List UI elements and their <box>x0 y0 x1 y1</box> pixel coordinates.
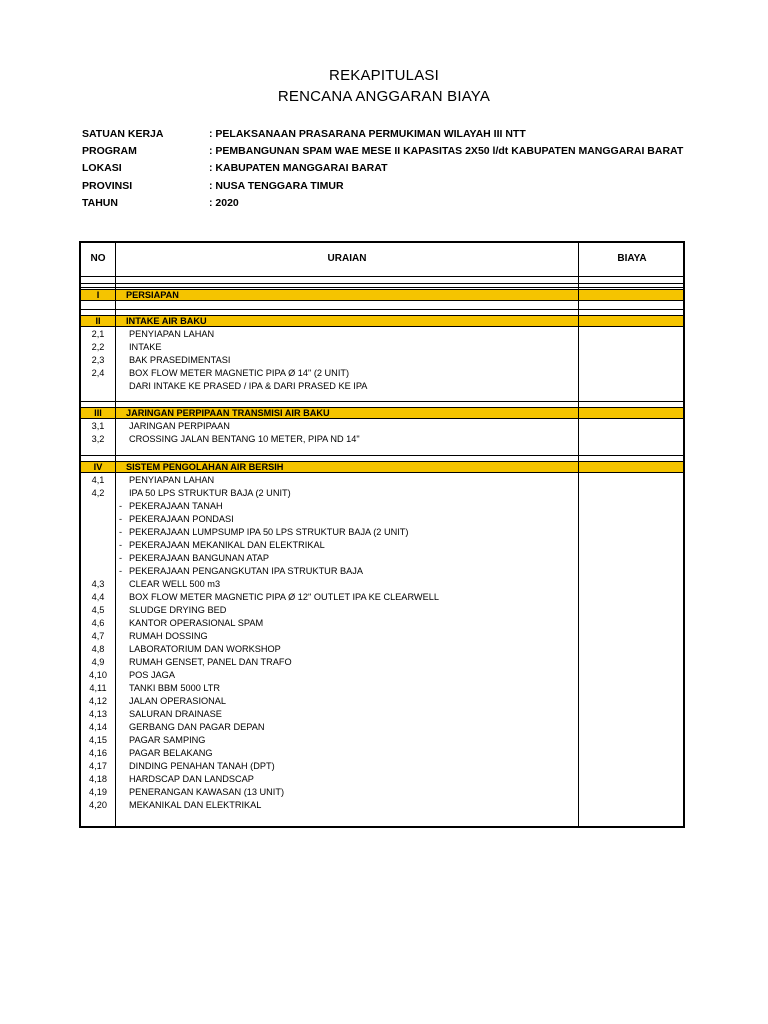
section-label: JARINGAN PERPIPAAN TRANSMISI AIR BAKU <box>126 408 330 418</box>
table-row <box>81 526 683 539</box>
table-row <box>81 420 683 433</box>
section-header <box>81 289 683 301</box>
header-biaya: BIAYA <box>617 253 647 264</box>
info-label: PROVINSI <box>82 179 133 192</box>
row-bullet: - <box>119 501 123 511</box>
table-row <box>81 328 683 341</box>
row-label: DINDING PENAHAN TANAH (DPT) <box>129 761 275 771</box>
table-row <box>81 578 683 591</box>
table-header <box>81 243 683 277</box>
section-number: I <box>96 290 100 300</box>
row-label: PEKERAJAAN TANAH <box>129 501 223 511</box>
row-label: RUMAH GENSET, PANEL DAN TRAFO <box>129 657 292 667</box>
row-label: RUMAH DOSSING <box>129 631 208 641</box>
info-row-lokasi <box>82 160 683 177</box>
header-uraian: URAIAN <box>327 253 367 264</box>
table-row <box>81 565 683 578</box>
table-row <box>81 380 683 393</box>
row-label: GERBANG DAN PAGAR DEPAN <box>129 722 265 732</box>
column-divider <box>115 289 116 301</box>
row-label: SLUDGE DRYING BED <box>129 605 227 615</box>
row-number: 2,4 <box>91 368 105 378</box>
row-number: 4,5 <box>91 605 105 615</box>
row-label: LABORATORIUM DAN WORKSHOP <box>129 644 281 654</box>
row-label: PENYIAPAN LAHAN <box>129 475 215 485</box>
table-row <box>81 474 683 487</box>
table-row <box>81 591 683 604</box>
table-row <box>81 682 683 695</box>
row-bullet: - <box>119 514 123 524</box>
row-number: 4,15 <box>89 735 107 745</box>
table-row <box>81 786 683 799</box>
row-label: BOX FLOW METER MAGNETIC PIPA Ø 12" OUTLET IPA KE CLEARWELL <box>129 592 439 602</box>
table-row <box>81 669 683 682</box>
table-row <box>81 656 683 669</box>
section-number: III <box>94 408 102 418</box>
row-number: 2,2 <box>91 342 105 352</box>
row-label: IPA 50 LPS STRUKTUR BAJA (2 UNIT) <box>129 488 291 498</box>
section-rows <box>81 420 683 446</box>
row-label: DARI INTAKE KE PRASED / IPA & DARI PRASED KE IPA <box>129 381 368 391</box>
column-divider <box>578 289 579 301</box>
row-number: 4,1 <box>91 475 105 485</box>
row-number: 4,8 <box>91 644 105 654</box>
row-number: 3,2 <box>91 434 105 444</box>
document-title: REKAPITULASI <box>329 67 439 84</box>
project-info <box>82 125 683 212</box>
column-divider <box>115 407 116 419</box>
row-number: 4,4 <box>91 592 105 602</box>
section-label: PERSIAPAN <box>126 290 179 300</box>
info-label: TAHUN <box>82 197 118 210</box>
row-label: JALAN OPERASIONAL <box>129 696 227 706</box>
budget-table <box>79 241 685 828</box>
row-label: BOX FLOW METER MAGNETIC PIPA Ø 14" (2 UNIT) <box>129 368 350 378</box>
row-label: KANTOR OPERASIONAL SPAM <box>129 618 264 628</box>
row-number: 3,1 <box>91 421 105 431</box>
table-row <box>81 539 683 552</box>
section-header <box>81 461 683 473</box>
table-row <box>81 513 683 526</box>
row-label: PAGAR SAMPING <box>129 735 206 745</box>
info-label: SATUAN KERJA <box>82 127 164 140</box>
info-row-tahun <box>82 195 683 212</box>
row-label: TANKI BBM 5000 LTR <box>129 683 221 693</box>
row-number: 4,18 <box>89 774 107 784</box>
info-label: LOKASI <box>82 162 122 175</box>
row-number: 4,3 <box>91 579 105 589</box>
table-row <box>81 341 683 354</box>
row-number: 4,16 <box>89 748 107 758</box>
row-label: CROSSING JALAN BENTANG 10 METER, PIPA ND 14" <box>129 434 360 444</box>
row-number: 2,1 <box>91 329 105 339</box>
column-divider <box>578 461 579 473</box>
row-label: BAK PRASEDIMENTASI <box>129 355 231 365</box>
column-divider <box>578 315 579 327</box>
table-row <box>81 747 683 760</box>
section-rows <box>81 328 683 393</box>
row-label: CLEAR WELL 500 m3 <box>129 579 221 589</box>
info-row-provinsi <box>82 177 683 194</box>
row-label: POS JAGA <box>129 670 175 680</box>
document-subtitle: RENCANA ANGGARAN BIAYA <box>277 88 491 105</box>
table-row <box>81 552 683 565</box>
row-number: 4,12 <box>89 696 107 706</box>
row-label: PEKERAJAAN MEKANIKAL DAN ELEKTRIKAL <box>129 540 325 550</box>
info-label: PROGRAM <box>82 145 137 158</box>
row-number: 4,19 <box>89 787 107 797</box>
table-row <box>81 760 683 773</box>
row-bullet: - <box>119 566 123 576</box>
table-row <box>81 487 683 500</box>
info-value: : 2020 <box>209 197 239 210</box>
info-row-program <box>82 142 683 159</box>
info-row-satuan-kerja <box>82 125 683 142</box>
row-label: PEKERAJAAN PENGANGKUTAN IPA STRUKTUR BAJA <box>129 566 363 576</box>
table-row <box>81 721 683 734</box>
row-number: 4,14 <box>89 722 107 732</box>
info-value: : PELAKSANAAN PRASARANA PERMUKIMAN WILAYAH III NTT <box>209 127 526 140</box>
table-row <box>81 433 683 446</box>
table-row <box>81 773 683 786</box>
row-label: HARDSCAP DAN LANDSCAP <box>129 774 254 784</box>
info-value: : NUSA TENGGARA TIMUR <box>209 179 344 192</box>
table-row <box>81 734 683 747</box>
row-number: 4,17 <box>89 761 107 771</box>
info-value: : PEMBANGUNAN SPAM WAE MESE II KAPASITAS 2X50 l/dt KABUPATEN MANGGARAI BARAT <box>209 145 684 158</box>
row-number: 4,9 <box>91 657 105 667</box>
table-row <box>81 799 683 812</box>
section-label: SISTEM PENGOLAHAN AIR BERSIH <box>126 462 284 472</box>
table-row <box>81 708 683 721</box>
section-header <box>81 407 683 419</box>
row-label: PEKERAJAAN PONDASI <box>129 514 234 524</box>
row-number: 4,10 <box>89 670 107 680</box>
row-number: 4,6 <box>91 618 105 628</box>
section-header <box>81 315 683 327</box>
row-bullet: - <box>119 553 123 563</box>
row-label: SALURAN DRAINASE <box>129 709 222 719</box>
row-number: 4,13 <box>89 709 107 719</box>
row-label: PEKERAJAAN LUMPSUMP IPA 50 LPS STRUKTUR BAJA (2 UNIT) <box>129 527 409 537</box>
row-label: PENYIAPAN LAHAN <box>129 329 215 339</box>
table-row <box>81 630 683 643</box>
table-row <box>81 367 683 380</box>
table-row <box>81 354 683 367</box>
column-divider <box>115 461 116 473</box>
section-number: IV <box>93 462 103 472</box>
row-number: 4,2 <box>91 488 105 498</box>
row-label: PENERANGAN KAWASAN (13 UNIT) <box>129 787 285 797</box>
header-no: NO <box>90 253 106 264</box>
column-divider <box>578 407 579 419</box>
table-row <box>81 500 683 513</box>
row-bullet: - <box>119 540 123 550</box>
row-number: 4,20 <box>89 800 107 810</box>
row-number: 2,3 <box>91 355 105 365</box>
row-label: JARINGAN PERPIPAAN <box>129 421 230 431</box>
column-divider <box>115 315 116 327</box>
row-label: PEKERAJAAN BANGUNAN ATAP <box>129 553 270 563</box>
section-rows <box>81 474 683 812</box>
info-value: : KABUPATEN MANGGARAI BARAT <box>209 162 388 175</box>
section-label: INTAKE AIR BAKU <box>126 316 207 326</box>
row-label: PAGAR BELAKANG <box>129 748 213 758</box>
row-number: 4,7 <box>91 631 105 641</box>
row-bullet: - <box>119 527 123 537</box>
row-label: INTAKE <box>129 342 162 352</box>
table-row <box>81 643 683 656</box>
row-label: MEKANIKAL DAN ELEKTRIKAL <box>129 800 262 810</box>
row-number: 4,11 <box>89 683 107 693</box>
table-row <box>81 695 683 708</box>
section-number: II <box>95 316 101 326</box>
table-row <box>81 617 683 630</box>
table-row <box>81 604 683 617</box>
